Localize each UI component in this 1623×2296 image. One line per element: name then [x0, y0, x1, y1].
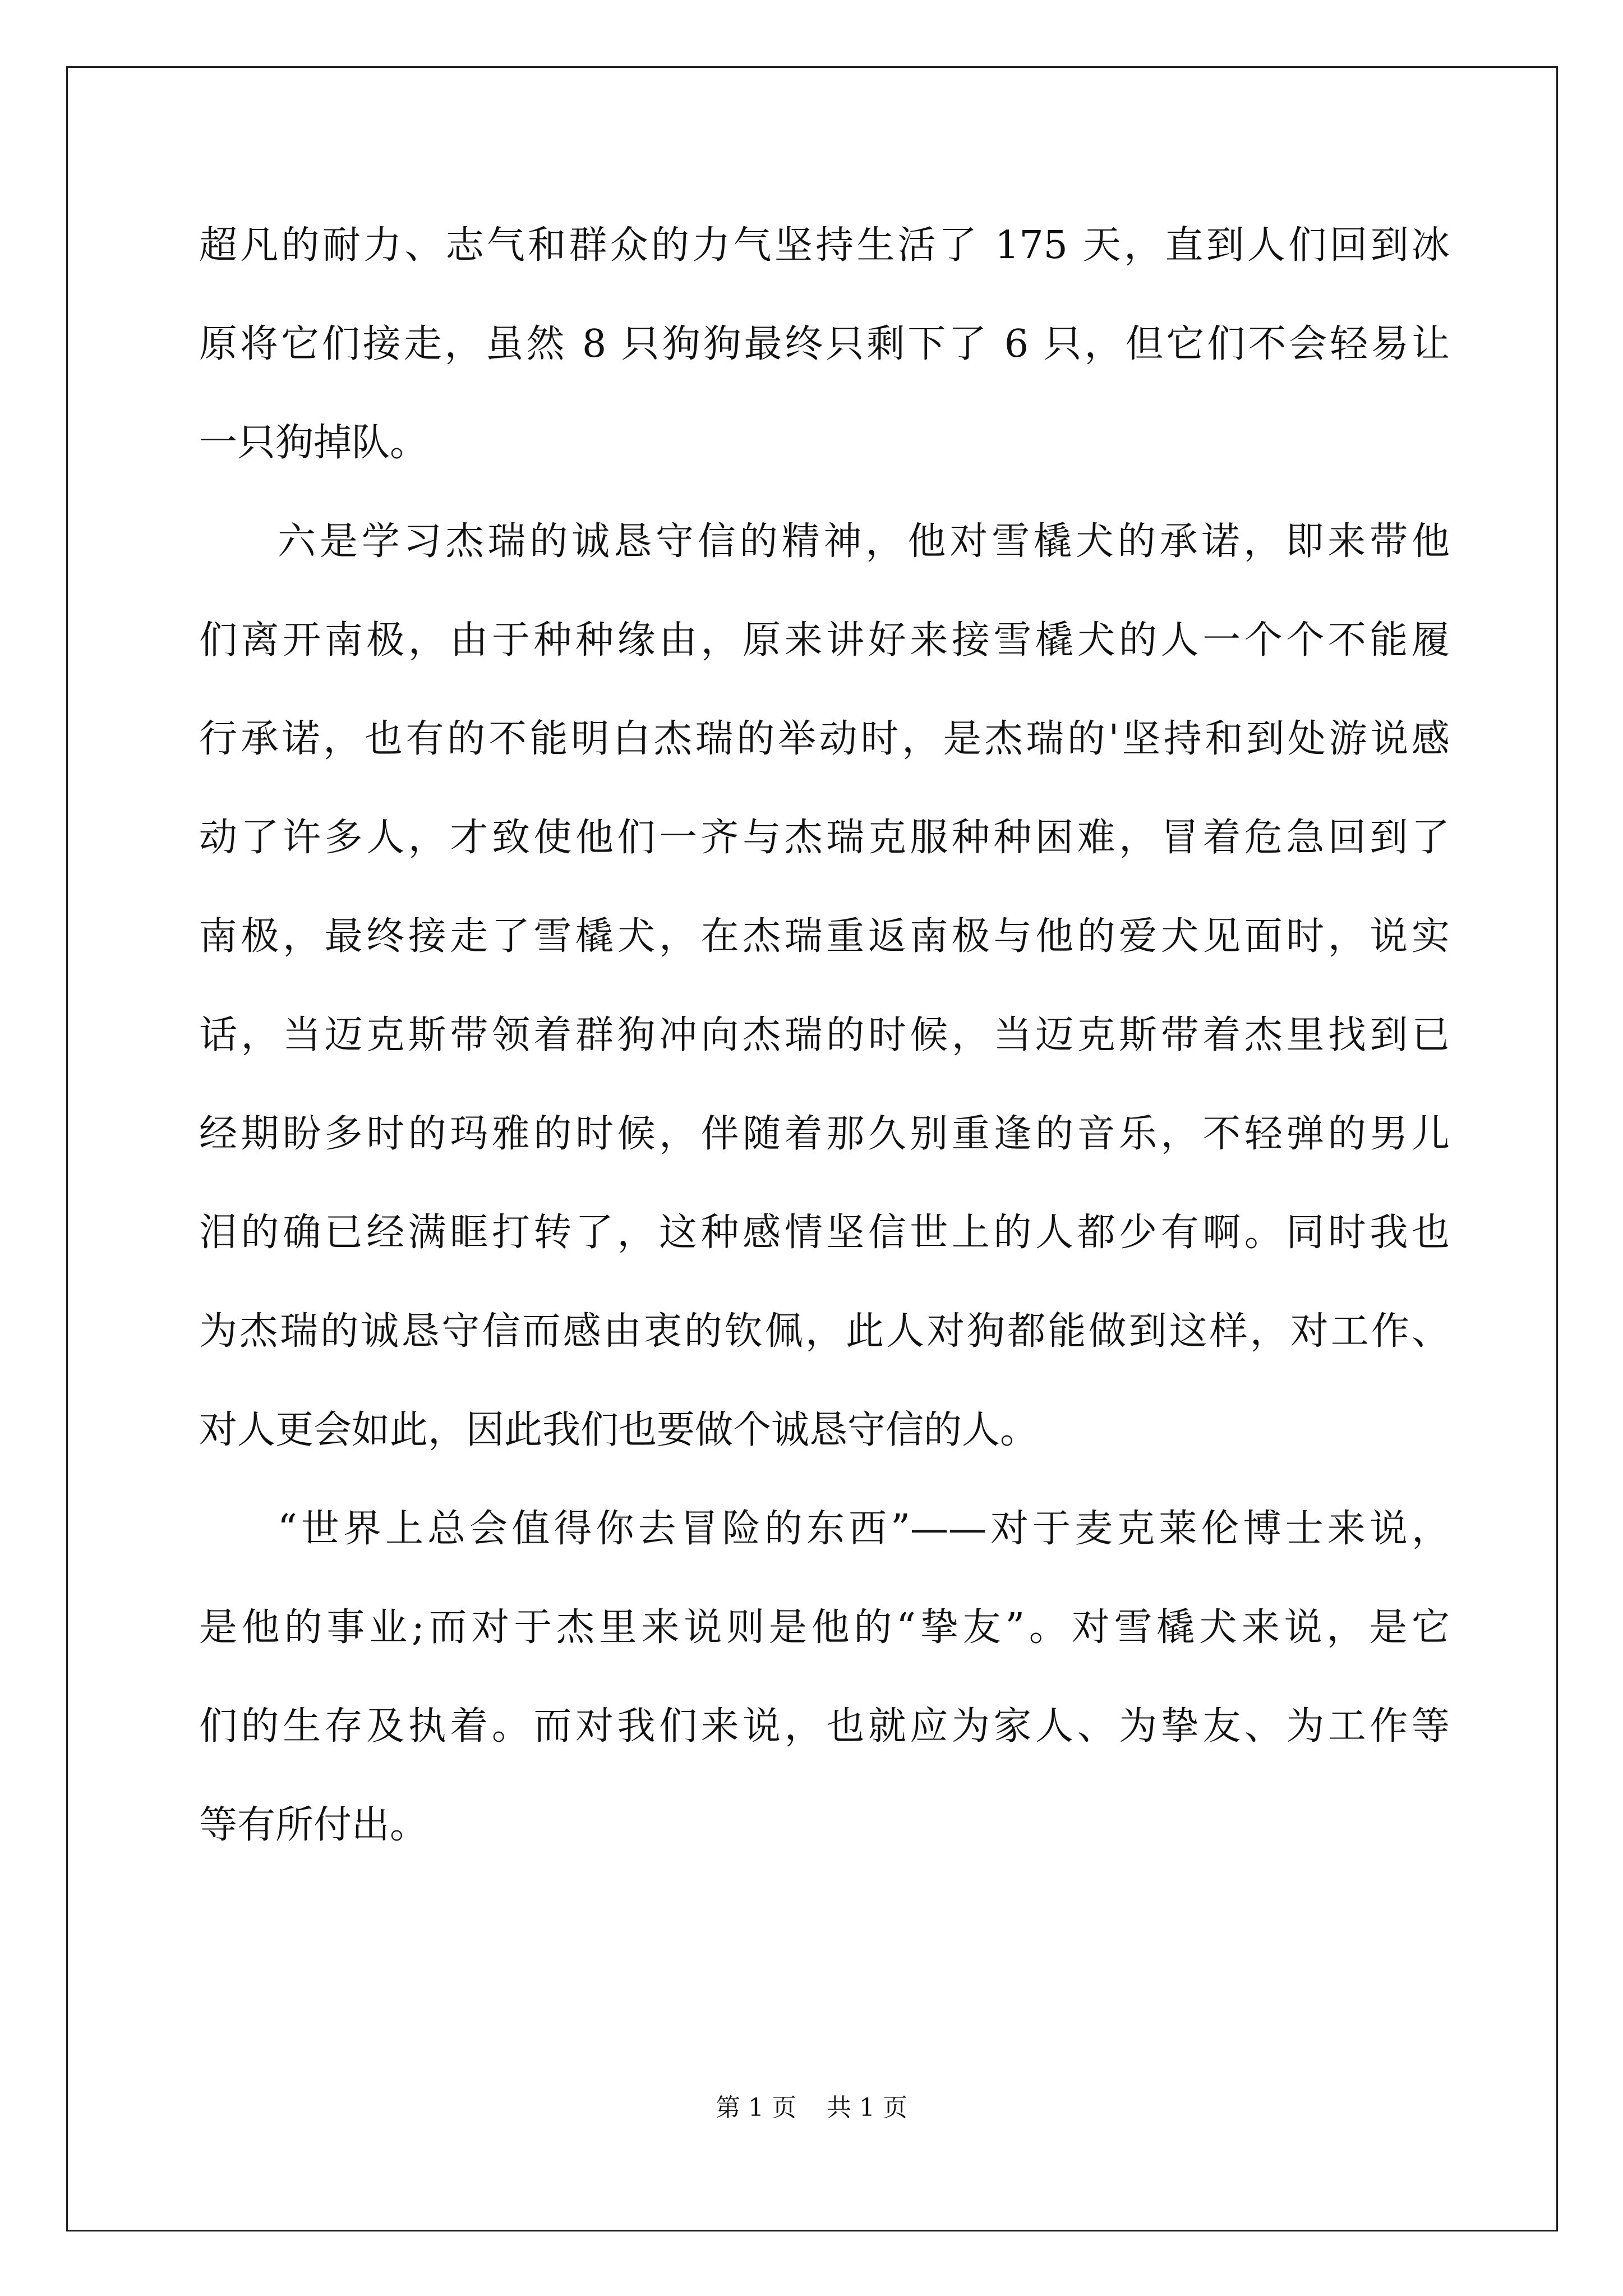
text-line: 一只狗掉队。 [199, 421, 428, 465]
text-line: 话，当迈克斯带领着群狗冲向杰瑞的时候，当迈克斯带着杰里找到已 [199, 1013, 1450, 1057]
text-line: 南极，最终接走了雪橇犬，在杰瑞重返南极与他的爱犬见面时，说实 [199, 914, 1450, 959]
page-total: 共 1 页 [827, 2093, 907, 2122]
text-line: 泪的确已经满眶打转了，这种感情坚信世上的人都少有啊。同时我也 [199, 1211, 1450, 1255]
text-line: 超凡的耐力、志气和群众的力气坚持生活了 175 天，直到人们回到冰 [199, 223, 1450, 268]
document-body [199, 218, 1450, 1896]
text-line: 们的生存及执着。而对我们来说，也就应为家人、为挚友、为工作等 [199, 1704, 1450, 1749]
text-line: 经期盼多时的玛雅的时候，伴随着那久别重逢的音乐，不轻弹的男儿 [199, 1112, 1450, 1156]
text-line: 为杰瑞的诚恳守信而感由衷的钦佩，此人对狗都能做到这样，对工作、 [199, 1309, 1450, 1354]
text-line: 等有所付出。 [199, 1803, 428, 1847]
text-line: 行承诺，也有的不能明白杰瑞的举动时，是杰瑞的'坚持和到处游说感 [199, 717, 1450, 761]
text-line: 六是学习杰瑞的诚恳守信的精神，他对雪橇犬的承诺，即来带他 [278, 519, 1450, 564]
text-line: 对人更会如此，因此我们也要做个诚恳守信的人。 [199, 1408, 1039, 1452]
text-line: 动了许多人，才致使他们一齐与杰瑞克服种种困难，冒着危急回到了 [199, 816, 1450, 860]
page-number: 第 1 页 [716, 2093, 796, 2122]
text-line: 们离开南极，由于种种缘由，原来讲好来接雪橇犬的人一个个不能履 [199, 618, 1450, 662]
text-line: 原将它们接走，虽然 8 只狗狗最终只剩下了 6 只，但它们不会轻易让 [199, 322, 1450, 366]
text-line: “世界上总会值得你去冒险的东西”——对于麦克莱伦博士来说， [278, 1507, 1450, 1551]
page-footer [0, 2091, 1623, 2125]
text-line: 是他的事业;而对于杰里来说则是他的“挚友”。对雪橇犬来说，是它 [199, 1605, 1450, 1650]
